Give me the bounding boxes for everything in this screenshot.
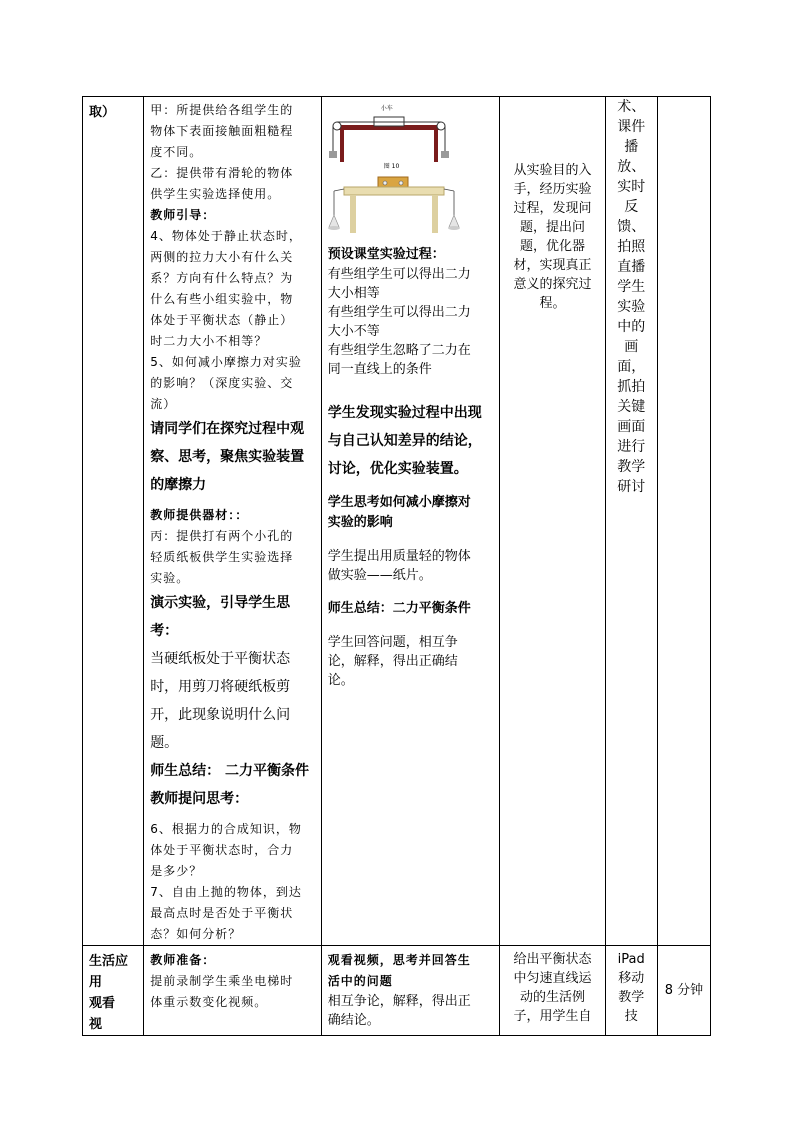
teacher-prep-heading: 教师准备： — [150, 953, 216, 967]
text-line: 时，用剪刀将硬纸板剪 — [150, 679, 291, 695]
text-line: 物体下表面接触面粗糙程 — [150, 124, 294, 138]
text-line: 画 — [624, 339, 639, 355]
text-line: 实验 — [617, 299, 646, 315]
resource-c — [150, 526, 316, 589]
design-intent-cell — [500, 97, 605, 946]
text-line: 中匀速直线运 — [513, 971, 592, 986]
text-line: 大小相等 — [327, 286, 380, 301]
text-line: 视 — [89, 1017, 103, 1032]
text-line: 题，提出问 — [519, 220, 585, 235]
student-answer — [328, 633, 496, 690]
text-line: 从实验目的入 — [513, 163, 592, 178]
time-cell — [657, 946, 710, 1036]
text-line: 供学生实验选择使用。 — [150, 187, 281, 201]
text-line: 教学 — [618, 990, 645, 1005]
text-line: 甲：所提供给各组学生的 — [150, 103, 294, 117]
text-line: 进行 — [617, 439, 646, 455]
text-line: 丙：提供打有两个小孔的 — [150, 529, 294, 543]
teacher-activity-cell — [144, 946, 322, 1036]
text-line: 反 — [624, 199, 639, 215]
text-line: 抓拍 — [617, 379, 646, 395]
lesson-plan-table — [82, 96, 711, 1036]
text-line: 有些组学生可以得出二力 — [327, 267, 471, 282]
text-line: 时二力大小不相等？ — [150, 334, 268, 348]
figure-caption: 图 10 — [383, 163, 400, 170]
text-line: 技 — [624, 1009, 638, 1024]
resource-a — [150, 100, 316, 163]
student-activity-cell — [321, 97, 500, 946]
preset-2 — [328, 303, 496, 341]
experiment-figure-cart — [328, 101, 458, 169]
time-value: 8 分钟 — [664, 983, 704, 998]
text-line: 提前录制学生乘坐电梯时 — [150, 974, 294, 988]
observe-instruction — [150, 415, 316, 499]
resource-b — [150, 163, 316, 205]
ask-heading: 教师提问思考： — [150, 791, 249, 807]
guide-heading: 教师引导： — [150, 208, 216, 222]
question-4 — [150, 226, 316, 352]
text-line: iPad — [617, 952, 645, 967]
student-summary: 师生总结：二力平衡条件 — [327, 601, 471, 616]
stage-cell — [83, 97, 144, 946]
text-line: 材，实现真正 — [513, 258, 592, 273]
text-line: 与自己认知差异的结论， — [327, 433, 482, 449]
preset-1 — [328, 265, 496, 303]
stage-cell — [83, 946, 144, 1036]
teacher-activity-cell — [144, 97, 322, 946]
text-line: 过程，发现问 — [513, 201, 592, 216]
text-line: 体处于平衡状态时，合力 — [150, 843, 294, 857]
text-line: 活中的问题 — [327, 974, 393, 988]
text-line: 什么有些小组实验中，物 — [150, 292, 294, 306]
text-line: 7、自由上抛的物体，到达 — [150, 885, 302, 899]
teacher-summary: 师生总结： 二力平衡条件 — [150, 763, 310, 779]
text-line: 题，优化器 — [519, 239, 585, 254]
text-line: 4、物体处于静止状态时， — [150, 229, 302, 243]
table-row — [83, 97, 711, 946]
text-line: 教学 — [617, 459, 646, 475]
text-line: 的摩擦力 — [150, 477, 207, 493]
table-block-diagram — [328, 175, 460, 245]
text-line: 有些组学生忽略了二力在 — [327, 343, 471, 358]
text-line: 开，此现象说明什么问 — [150, 707, 291, 723]
equipment-heading: 教师提供器材：： — [150, 508, 249, 522]
text-line: 考： — [150, 623, 179, 639]
text-line: 研讨 — [617, 479, 646, 495]
text-line: 意义的探究过 — [513, 277, 592, 292]
text-line: 馈、 — [617, 219, 646, 235]
student-activity-cell — [321, 946, 500, 1036]
text-line: 实验的影响 — [327, 515, 393, 530]
table-row — [83, 946, 711, 1036]
text-line: 动的生活例 — [519, 990, 585, 1005]
text-line: 程。 — [539, 296, 566, 311]
text-line: 度不同。 — [150, 145, 203, 159]
text-line: 当硬纸板处于平衡状态 — [150, 651, 291, 667]
text-line: 课件 — [617, 119, 646, 135]
text-line: 移动 — [618, 971, 645, 986]
preset-3 — [328, 341, 496, 379]
experiment-figure-table — [328, 175, 496, 245]
text-line: 术、 — [617, 99, 646, 115]
text-line: 实时 — [617, 179, 646, 195]
text-line: 学生发现实验过程中出现 — [327, 405, 482, 421]
text-line: 学生回答问题，相互争 — [327, 635, 458, 650]
text-line: 用 — [89, 975, 103, 990]
text-line: 放、 — [617, 159, 646, 175]
text-line: 给出平衡状态 — [513, 952, 592, 967]
text-line: 乙：提供带有滑轮的物体 — [150, 166, 294, 180]
text-line: 讨论，优化实验装置。 — [327, 461, 468, 477]
preset-heading: 预设课堂实验过程： — [327, 247, 445, 262]
student-find — [328, 399, 496, 483]
demo-heading — [150, 589, 316, 645]
text-line: 论。 — [327, 673, 354, 688]
text-line: 相互争论，解释，得出正 — [327, 994, 471, 1009]
design-intent-cell — [500, 946, 605, 1036]
text-line: 大小不等 — [327, 324, 380, 339]
figure-top-label: 小车 — [380, 105, 393, 112]
media-cell — [605, 946, 657, 1036]
cut-demo — [150, 645, 316, 757]
text-line: 6、根据力的合成知识，物 — [150, 822, 302, 836]
text-line: 有些组学生可以得出二力 — [327, 305, 471, 320]
text-line: 观看 — [89, 996, 116, 1011]
media-cell — [605, 97, 657, 946]
text-line: 直播 — [617, 259, 646, 275]
text-line: 拍照 — [617, 239, 646, 255]
text-line: 两侧的拉力大小有什么关 — [150, 250, 294, 264]
text-line: 论，解释，得出正确结 — [327, 654, 458, 669]
stage-label: 取） — [89, 105, 116, 120]
text-line: 同一直线上的条件 — [327, 362, 432, 377]
question-7 — [150, 882, 316, 945]
text-line: 面， — [617, 359, 646, 375]
text-line: 的影响？（深度实验、交 — [150, 376, 294, 390]
text-line: 实验。 — [150, 571, 190, 585]
text-line: 最高点时是否处于平衡状 — [150, 906, 294, 920]
text-line: 关键 — [617, 399, 646, 415]
text-line: 播 — [624, 139, 639, 155]
text-line: 是多少？ — [150, 864, 203, 878]
text-line: 系？方向有什么特点？为 — [150, 271, 294, 285]
text-line: 中的 — [617, 319, 646, 335]
text-line: 确结论。 — [327, 1013, 380, 1028]
text-line: 5、如何减小摩擦力对实验 — [150, 355, 302, 369]
text-line: 手，经历实验 — [513, 182, 592, 197]
text-line: 子，用学生自 — [513, 1009, 592, 1024]
text-line: 做实验——纸片。 — [327, 568, 432, 583]
student-think — [328, 493, 496, 533]
text-line: 请同学们在探究过程中观 — [150, 421, 305, 437]
text-line: 观看视频，思考并回答生 — [327, 953, 471, 967]
text-line: 态？如何分析？ — [150, 927, 242, 941]
text-line: 察、思考，聚焦实验装置 — [150, 449, 305, 465]
text-line: 轻质纸板供学生实验选择 — [150, 550, 294, 564]
text-line: 体重示数变化视频。 — [150, 995, 268, 1009]
text-line: 学生 — [617, 279, 646, 295]
time-cell — [657, 97, 710, 946]
text-line: 演示实验，引导学生思 — [150, 595, 291, 611]
question-5 — [150, 352, 316, 415]
question-6 — [150, 819, 316, 882]
text-line: 学生思考如何减小摩擦对 — [327, 495, 471, 510]
student-propose — [328, 547, 496, 585]
text-line: 体处于平衡状态（静止） — [150, 313, 294, 327]
text-line: 流） — [150, 397, 177, 411]
text-line: 学生提出用质量轻的物体 — [327, 549, 471, 564]
text-line: 生活应 — [89, 954, 129, 969]
text-line: 题。 — [150, 735, 179, 751]
text-line: 画面 — [617, 419, 646, 435]
